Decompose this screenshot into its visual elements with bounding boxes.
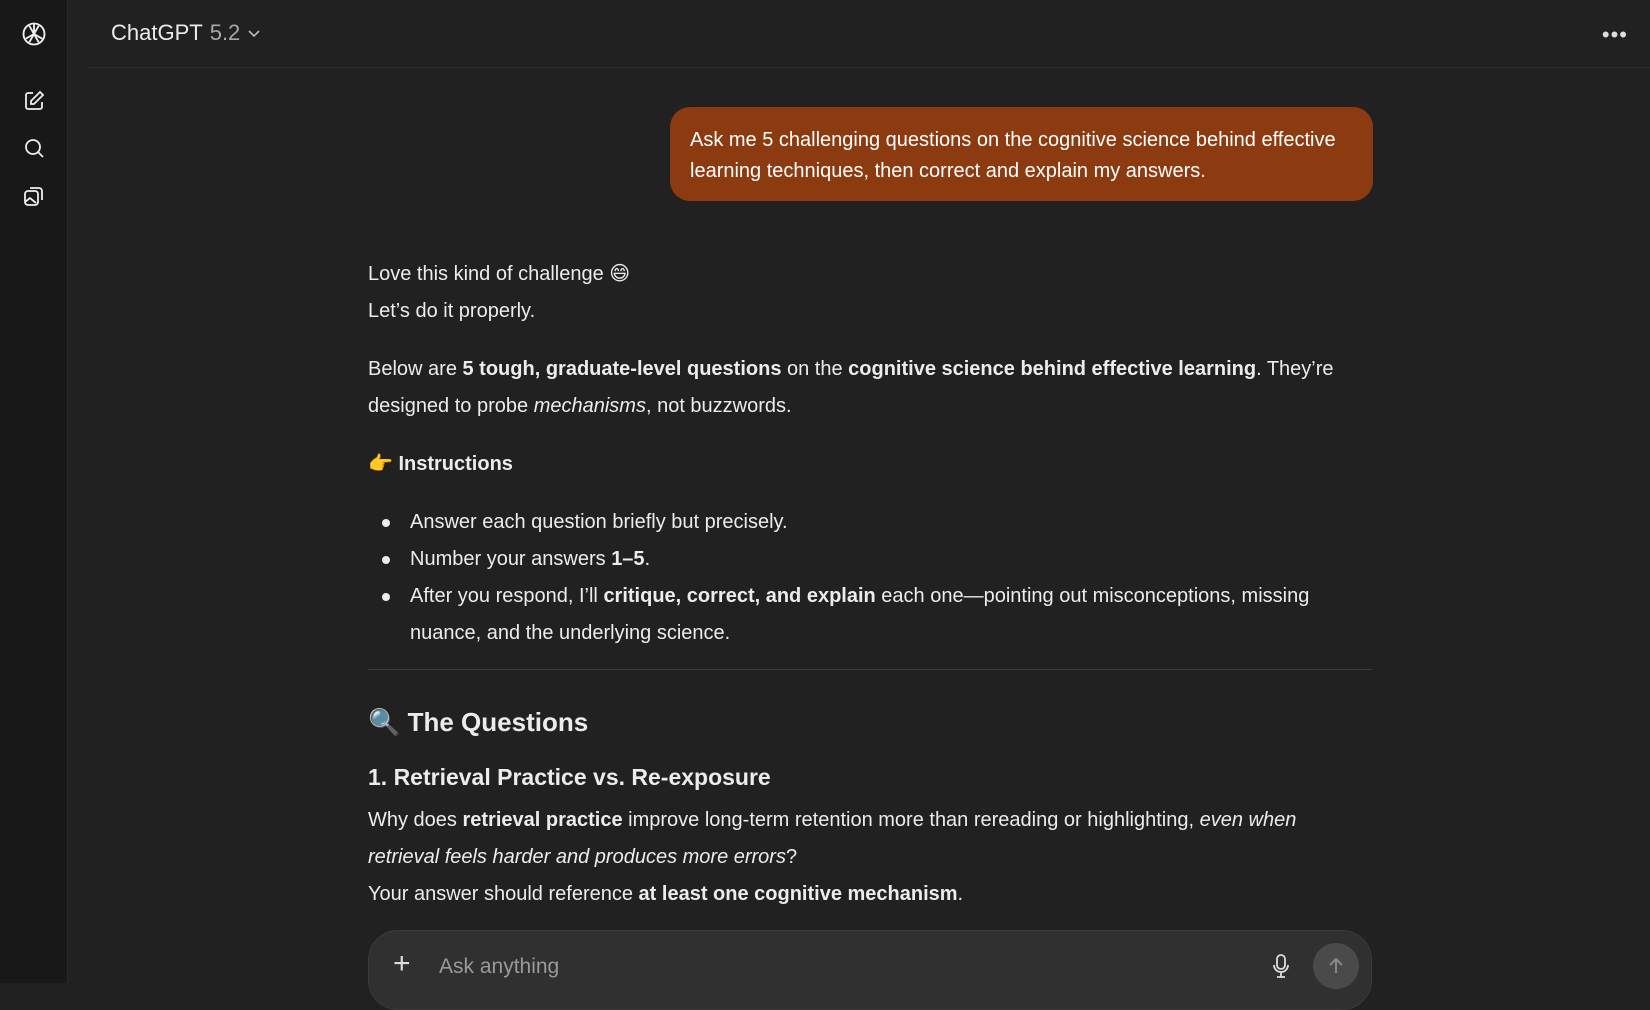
model-selector[interactable] xyxy=(111,20,261,46)
header xyxy=(68,0,1650,68)
send-button[interactable] xyxy=(1313,943,1359,989)
list-item: After you respond, I’ll critique, correct, and explain each one—pointing out misconceptions, missing nuance, and the underlying science. xyxy=(368,578,1372,652)
model-version: 5.2 xyxy=(209,20,241,45)
divider xyxy=(368,669,1372,670)
search-icon[interactable] xyxy=(19,133,49,163)
questions-heading: 🔍 The Questions xyxy=(368,707,589,737)
chevron-down-icon xyxy=(247,26,261,40)
sidebar xyxy=(0,0,68,983)
message-input[interactable]: Ask anything xyxy=(439,955,560,978)
question-1-title: 1. Retrieval Practice vs. Re-exposure xyxy=(368,764,771,790)
new-chat-icon[interactable] xyxy=(19,86,49,116)
list-item: Answer each question briefly but precisely. xyxy=(368,504,1372,541)
instructions-list xyxy=(368,504,1372,652)
more-options-icon[interactable]: ••• xyxy=(1601,22,1628,47)
openai-logo-icon[interactable] xyxy=(19,19,49,49)
message-composer[interactable] xyxy=(368,930,1372,1010)
greeting-line: Love this kind of challenge 😄 xyxy=(368,263,631,285)
plus-icon[interactable]: + xyxy=(393,947,411,980)
intro-paragraph: Below are 5 tough, graduate-level questions on the cognitive science behind effective learning. They’re designed to probe mechanisms, not buzzwords. xyxy=(368,358,1334,417)
greeting-line-2: Let’s do it properly. xyxy=(368,300,536,322)
user-message: Ask me 5 challenging questions on the cognitive science behind effective learning techniques, then correct and explain my answers. xyxy=(670,107,1373,201)
instructions-heading: 👉 Instructions xyxy=(368,453,513,475)
assistant-response xyxy=(368,256,1372,913)
greeting xyxy=(368,256,1372,330)
app-title: ChatGPT xyxy=(111,20,203,45)
microphone-icon[interactable] xyxy=(1271,953,1291,984)
images-icon[interactable] xyxy=(19,181,49,211)
arrow-up-icon xyxy=(1326,956,1346,976)
list-item: Number your answers 1–5. xyxy=(368,541,1372,578)
header-divider xyxy=(88,67,1650,68)
question-1-text: Why does retrieval practice improve long-term retention more than rereading or highlighting, even when retrieval feels harder and produces more errors? Your answer should reference at least one cognitive mechanism. xyxy=(368,809,1297,905)
